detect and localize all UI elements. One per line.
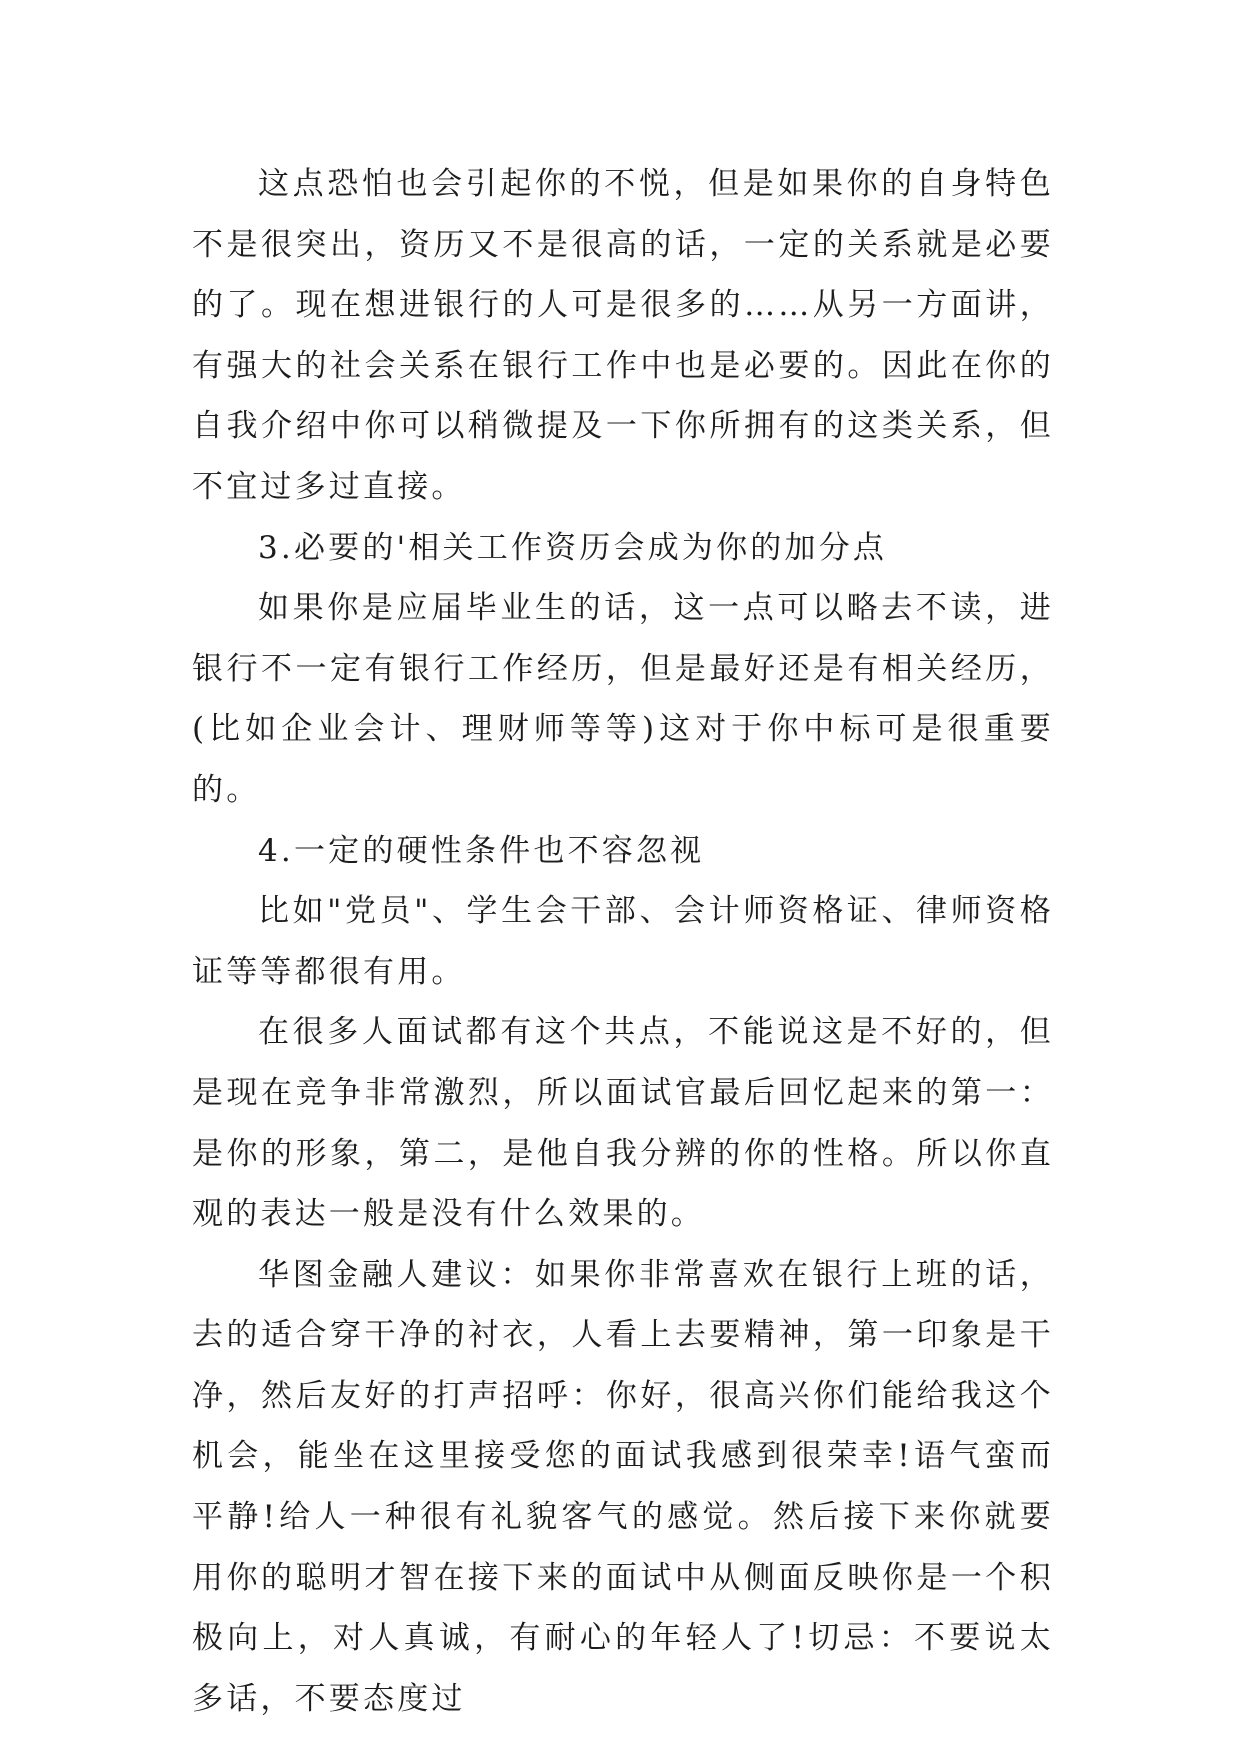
paragraph-relationships: 这点恐怕也会引起你的不悦，但是如果你的自身特色不是很突出，资历又不是很高的话，一定的关系就是必要的了。现在想进银行的人可是很多的……从另一方面讲，有强大的社会关系在银行工作中也是必要的。因此在你的自我介绍中你可以稍微提及一下你所拥有的这类关系，但不宜过多过直接。	[192, 166, 1054, 505]
paragraph-hard-conditions: 比如"党员"、学生会干部、会计师资格证、律师资格证等等都很有用。	[192, 893, 1054, 990]
paragraph-advice: 华图金融人建议：如果你非常喜欢在银行上班的话，去的适合穿干净的衬衣，人看上去要精神，第一印象是干净，然后友好的打声招呼：你好，很高兴你们能给我这个机会，能坐在这里接受您的面试我感到很荣幸!语气蛮而平静!给人一种很有礼貌客气的感觉。然后接下来你就要用你的聪明才智在接下来的面试中从侧面反映你是一个积极向上，对人真诚，有耐心的年轻人了!切忌：不要说太多话，不要态度过	[192, 1256, 1054, 1717]
paragraph-work-experience: 如果你是应届毕业生的话，这一点可以略去不读，进银行不一定有银行工作经历，但是最好还是有相关经历，(比如企业会计、理财师等等)这对于你中标可是很重要的。	[192, 590, 1054, 808]
paragraph-interview-impression: 在很多人面试都有这个共点，不能说这是不好的，但是现在竞争非常激烈，所以面试官最后回忆起来的第一：是你的形象，第二，是他自我分辨的你的性格。所以你直观的表达一般是没有什么效果的。	[192, 1014, 1054, 1233]
heading-work-experience: 3.必要的'相关工作资历会成为你的加分点	[258, 529, 888, 566]
document-body	[192, 154, 1054, 1729]
heading-hard-conditions: 4.一定的硬性条件也不容忽视	[258, 832, 705, 869]
